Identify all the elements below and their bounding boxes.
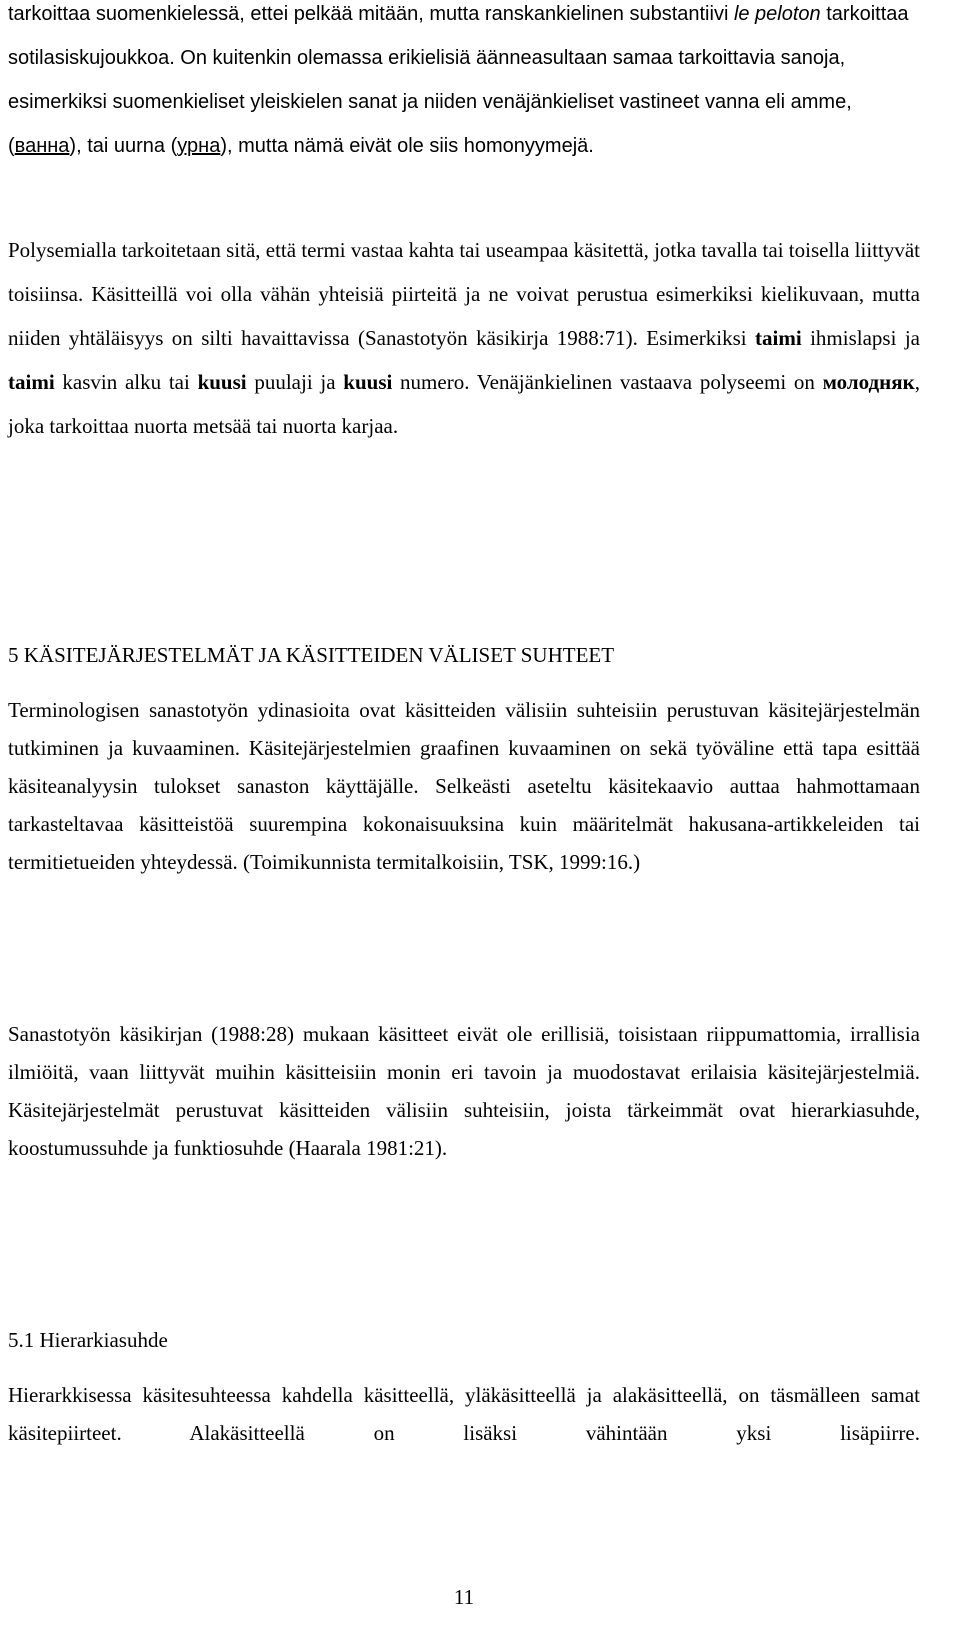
text: tarkoittaa suomenkielessä, ettei pelkää mitään, mutta ranskankielinen substantiivi <box>8 3 734 25</box>
paragraph-polysemy <box>8 228 920 448</box>
text: ihmislapsi ja <box>801 326 921 350</box>
text: tarkoittaa sotilasiskujoukkoa. On kuitenkin olemassa erikielisiä äänneasultaan samaa tarkoittavia sanoja, esimerkiksi suomenkieliset yleiskielen sanat ja niiden venäjänkieliset vastineet vanna eli amme, ( <box>8 3 909 157</box>
russian-term: урна <box>177 135 221 157</box>
section-heading-5-1: 5.1 Hierarkiasuhde <box>8 1328 168 1352</box>
text: , joka tarkoittaa nuorta metsää tai nuorta karjaa. <box>8 370 920 438</box>
paragraph-hierarchy: Hierarkkisessa käsitesuhteessa kahdella käsitteellä, yläkäsitteellä ja alakäsitteellä, on täsmälleen samat käsitepiirteet. Alakäsitteellä on lisäksi vähintään yksi lisäpiirre. <box>8 1383 920 1445</box>
bold-term: молодняк <box>822 370 915 394</box>
bold-term: taimi <box>8 370 55 394</box>
text: ), tai uurna ( <box>69 135 178 157</box>
text: numero. Venäjänkielinen vastaava polyseemi on <box>392 370 823 394</box>
bold-term: taimi <box>755 326 802 350</box>
paragraph-concept-systems: Terminologisen sanastotyön ydinasioita ovat käsitteiden välisiin suhteisiin perustuvan käsitejärjestelmän tutkiminen ja kuvaaminen. Käsitejärjestelmien graafinen kuvaaminen on sekä työväline että tapa esittää käsiteanalyysin tulokset sanaston käyttäjälle. Selkeästi aseteltu käsitekaavio auttaa hahmottamaan tarkasteltavaa käsitteistöä suurempina kokonaisuuksina kuin määritelmät hakusana-artikkeleiden tai termitietueiden yhteydessä. (Toimikunnista termitalkoisiin, TSK, 1999:16.) <box>8 698 920 874</box>
section-heading-5: 5 KÄSITEJÄRJESTELMÄT JA KÄSITTEIDEN VÄLISET SUHTEET <box>8 643 615 667</box>
russian-term: ванна <box>14 135 70 157</box>
text: kasvin alku tai <box>54 370 198 394</box>
text: puulaji ja <box>246 370 344 394</box>
bold-term: kuusi <box>197 370 247 394</box>
paragraph-concept-relations: Sanastotyön käsikirjan (1988:28) mukaan käsitteet eivät ole erillisiä, toisistaan riippumattomia, irrallisia ilmiöitä, vaan liittyvät muihin käsitteisiin monin eri tavoin ja muodostavat erilaisia käsitejärjestelmiä. Käsitejärjestelmät perustuvat käsitteiden välisiin suhteisiin, joista tärkeimmät ovat hierarkiasuhde, koostumussuhde ja funktiosuhde (Haarala 1981:21). <box>8 1022 920 1160</box>
bold-term: kuusi <box>343 370 393 394</box>
paragraph-homonyms <box>8 0 920 168</box>
text: ), mutta nämä eivät ole siis homonyymejä. <box>220 135 594 157</box>
page-number: 11 <box>453 1585 475 1609</box>
italic-term: le peloton <box>733 3 821 25</box>
text: Polysemialla tarkoitetaan sitä, että termi vastaa kahta tai useampaa käsitettä, jotka tavalla tai toisella liittyvät toisiinsa. Käsitteillä voi olla vähän yhteisiä piirteitä ja ne voivat perustua esimerkiksi kielikuvaan, mutta niiden yhtäläisyys on silti havaittavissa (Sanastotyön käsikirja 1988:71). Esimerkiksi <box>8 238 921 350</box>
